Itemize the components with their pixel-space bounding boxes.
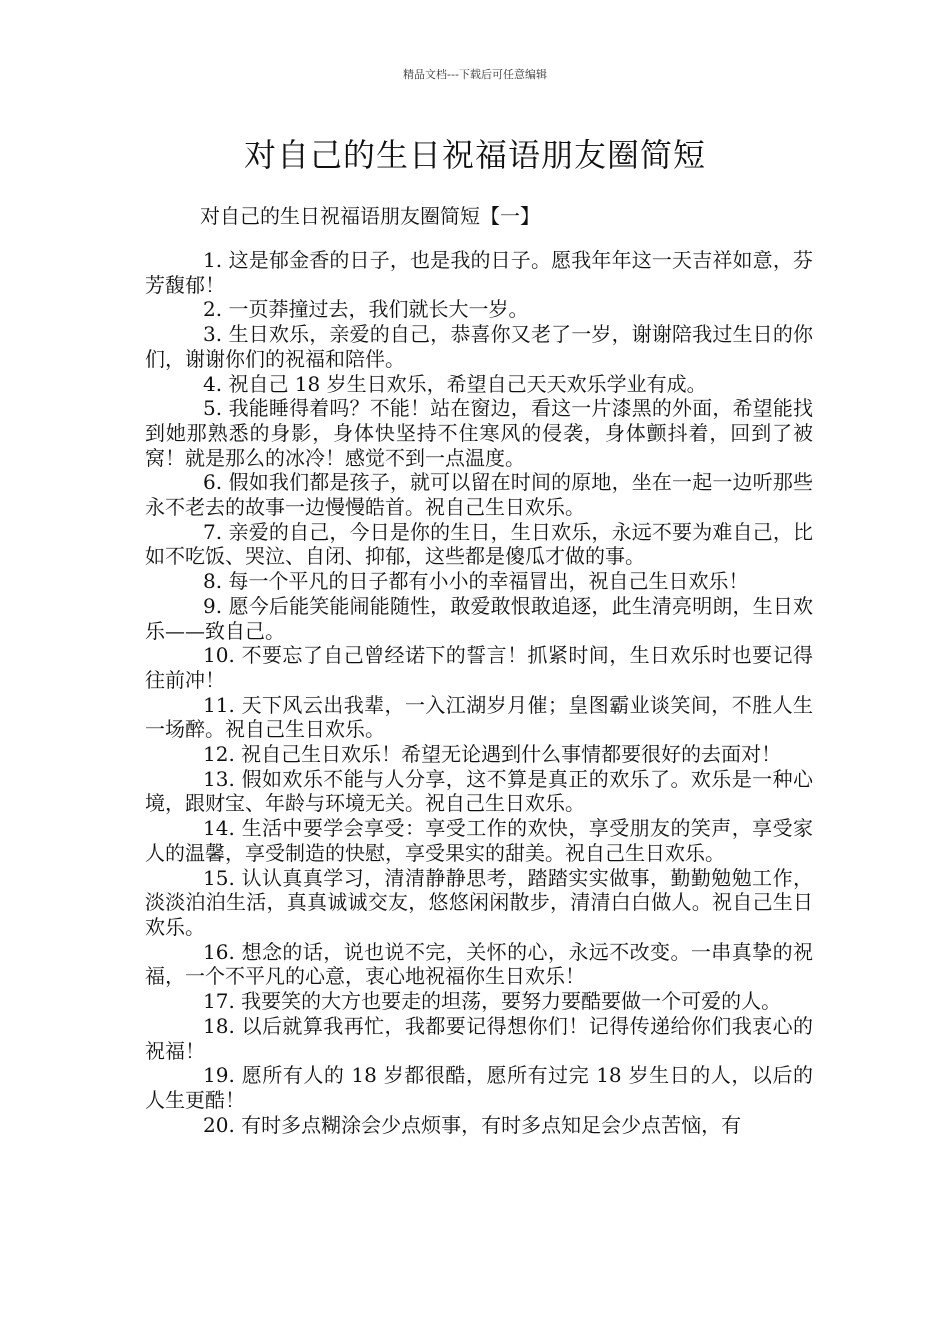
list-item: 9. 愿今后能笑能闹能随性，敢爱敢恨敢追逐，此生清亮明朗，生日欢乐——致自己。	[145, 593, 813, 643]
document-title: 对自己的生日祝福语朋友圈简短	[243, 136, 706, 174]
list-item: 13. 假如欢乐不能与人分享，这不算是真正的欢乐了。欢乐是一种心境，跟财宝、年龄与环境无关。祝自己生日欢乐。	[145, 766, 813, 816]
list-item: 20. 有时多点糊涂会少点烦事，有时多点知足会少点苦恼，有	[203, 1112, 742, 1137]
page-header-note: 精品文档---下载后可任意编辑	[403, 68, 547, 81]
list-item: 10. 不要忘了自己曾经诺下的誓言！抓紧时间，生日欢乐时也要记得往前冲！	[145, 643, 813, 692]
list-item: 1. 这是郁金香的日子，也是我的日子。愿我年年这一天吉祥如意，芬芳馥郁！	[145, 248, 813, 297]
wish-list	[145, 248, 813, 1137]
list-item: 17. 我要笑的大方也要走的坦荡，要努力要酷要做一个可爱的人。	[203, 989, 782, 1014]
list-item: 12. 祝自己生日欢乐！希望无论遇到什么事情都要很好的去面对！	[203, 742, 782, 767]
list-item: 7. 亲爱的自己，今日是你的生日，生日欢乐，永远不要为难自己，比如不吃饭、哭泣、自闭、抑郁，这些都是傻瓜才做的事。	[145, 519, 813, 569]
list-item: 5. 我能睡得着吗？不能！站在窗边，看这一片漆黑的外面，希望能找到她那熟悉的身影，身体快坚持不住寒风的侵袭，身体颤抖着，回到了被窝！就是那么的冰冷！感觉不到一点温度。	[145, 396, 813, 470]
section-subtitle: 对自己的生日祝福语朋友圈简短【一】	[200, 204, 540, 228]
list-item: 14. 生活中要学会享受：享受工作的欢快，享受朋友的笑声，享受家人的温馨，享受制造的快慰，享受果实的甜美。祝自己生日欢乐。	[145, 816, 813, 865]
list-item: 18. 以后就算我再忙，我都要记得想你们！记得传递给你们我衷心的祝福！	[145, 1013, 813, 1063]
list-item: 6. 假如我们都是孩子，就可以留在时间的原地，坐在一起一边听那些永不老去的故事一边慢慢皓首。祝自己生日欢乐。	[145, 470, 813, 520]
list-item: 15. 认认真真学习，清清静静思考，踏踏实实做事，勤勤勉勉工作，淡淡泊泊生活，真真诚诚交友，悠悠闲闲散步，清清白白做人。祝自己生日欢乐。	[145, 865, 813, 939]
list-item: 19. 愿所有人的 18 岁都很酷，愿所有过完 18 岁生日的人，以后的人生更酷！	[145, 1063, 813, 1112]
list-item: 8. 每一个平凡的日子都有小小的幸福冒出，祝自己生日欢乐！	[203, 569, 749, 594]
list-item: 2. 一页莽撞过去，我们就长大一岁。	[203, 297, 529, 322]
list-item: 3. 生日欢乐，亲爱的自己，恭喜你又老了一岁，谢谢陪我过生日的你们，谢谢你们的祝福和陪伴。	[145, 322, 813, 371]
list-item: 16. 想念的话，说也说不完，关怀的心，永远不改变。一串真挚的祝福，一个不平凡的心意，衷心地祝福你生日欢乐！	[145, 939, 813, 989]
list-item: 11. 天下风云出我辈，一入江湖岁月催；皇图霸业谈笑间，不胜人生一场醉。祝自己生日欢乐。	[145, 692, 813, 742]
list-item: 4. 祝自己 18 岁生日欢乐，希望自己天天欢乐学业有成。	[203, 371, 707, 396]
